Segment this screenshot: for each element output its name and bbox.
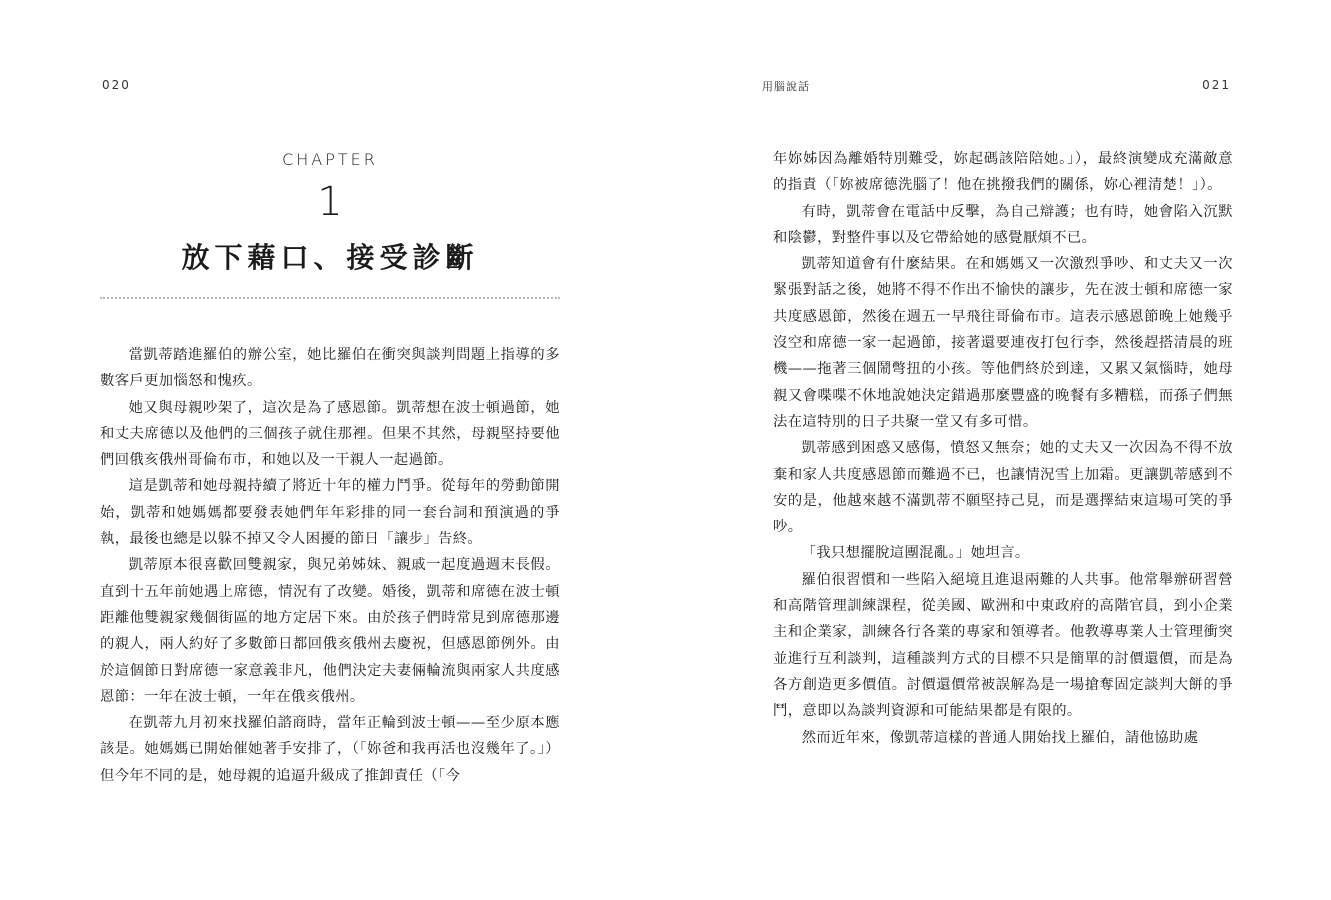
chapter-number: 1 xyxy=(317,179,343,225)
chapter-label: CHAPTER xyxy=(282,150,378,169)
right-page xyxy=(666,0,1331,900)
paragraph: 有時，凱蒂會在電話中反擊，為自己辯護；也有時，她會陷入沉默和陰鬱，對整件事以及它帶給她的感覺厭煩不已。 xyxy=(773,203,1233,246)
paragraph: 凱蒂知道會有什麼結果。在和媽媽又一次激烈爭吵、和丈夫又一次緊張對話之後，她將不得不作出不愉快的讓步，先在波士頓和席德一家共度感恩節，然後在週五一早飛往哥倫布市。這表示感恩節晚上她幾乎沒空和席德一家一起過節，接著還要連夜打包行李，然後趕搭清晨的班機——拖著三個鬧彆扭的小孩。等他們終於到達，又累又氣惱時，她母親又會喋喋不休地說她決定錯過那麼豐盛的晚餐有多糟糕，而孫子們無法在這特別的日子共聚一堂又有多可惜。 xyxy=(773,256,1233,430)
body-text xyxy=(100,342,560,789)
paragraph: 羅伯很習慣和一些陷入絕境且進退兩難的人共事。他常舉辦研習營和高階管理訓練課程，從美國、歐洲和中東政府的高階官員，到小企業主和企業家，訓練各行各業的專家和領導者。他教導專業人士管理衝突並進行互利談判，這種談判方式的目標不只是簡單的討價還價，而是為各方創造更多價值。討價還價常被誤解為是一場搶奪固定談判大餅的爭鬥，意即以為談判資源和可能結果都是有限的。 xyxy=(773,571,1233,720)
paragraph: 「我只想擺脫這團混亂。」她坦言。 xyxy=(801,545,1030,562)
paragraph: 她又與母親吵架了，這次是為了感恩節。凱蒂想在波士頓過節，她和丈夫席德以及他們的三個孩子就住那裡。但果不其然，母親堅持要他們回俄亥俄州哥倫布市，和她以及一干親人一起過節。 xyxy=(100,399,560,469)
page-number: 021 xyxy=(1202,78,1231,92)
paragraph: 然而近年來，像凱蒂這樣的普通人開始找上羅伯，請他協助處 xyxy=(801,729,1199,746)
paragraph: 這是凱蒂和她母親持續了將近十年的權力鬥爭。從每年的勞動節開始，凱蒂和她媽媽都要發表她們年年彩排的同一套台詞和預演過的爭執，最後也總是以躲不掉又令人困擾的節日「讓步」告終。 xyxy=(100,478,560,548)
paragraph: 當凱蒂踏進羅伯的辦公室，她比羅伯在衝突與談判問題上指導的多數客戶更加惱怒和愧疚。 xyxy=(100,347,560,390)
paragraph-continued: 年妳姊因為離婚特別難受，妳起碼該陪陪她。」），最終演變成充滿敵意的指責（「妳被席德洗腦了！他在挑撥我們的關係，妳心裡清楚！」）。 xyxy=(773,151,1233,194)
chapter-title: 放下藉口、接受診斷 xyxy=(181,241,479,274)
dotted-divider xyxy=(100,297,560,299)
body-text xyxy=(773,146,1233,751)
left-page xyxy=(0,0,665,900)
paragraph: 凱蒂原本很喜歡回雙親家，與兄弟姊妹、親戚一起度過週末長假。直到十五年前她遇上席德，情況有了改變。婚後，凱蒂和席德在波士頓距離他雙親家幾個街區的地方定居下來。由於孩子們時常見到席德那邊的親人，兩人約好了多數節日都回俄亥俄州去慶祝，但感恩節例外。由於這個節日對席德一家意義非凡，他們決定夫妻倆輪流與兩家人共度感恩節：一年在波士頓，一年在俄亥俄州。 xyxy=(100,557,560,705)
paragraph: 在凱蒂九月初來找羅伯諮商時，當年正輪到波士頓——至少原本應該是。她媽媽已開始催她著手安排了，（「妳爸和我再活也沒幾年了。」）但今年不同的是，她母親的追逼升級成了推卸責任（「今 xyxy=(100,715,560,784)
paragraph: 凱蒂感到困惑又感傷，憤怒又無奈；她的丈夫又一次因為不得不放棄和家人共度感恩節而難過不已，也讓情況雪上加霜。更讓凱蒂感到不安的是，他越來越不滿凱蒂不願堅持己見，而是選擇結束這場可笑的爭吵。 xyxy=(773,440,1233,536)
page-number: 020 xyxy=(102,78,131,92)
running-head: 用腦說話 xyxy=(762,80,810,93)
